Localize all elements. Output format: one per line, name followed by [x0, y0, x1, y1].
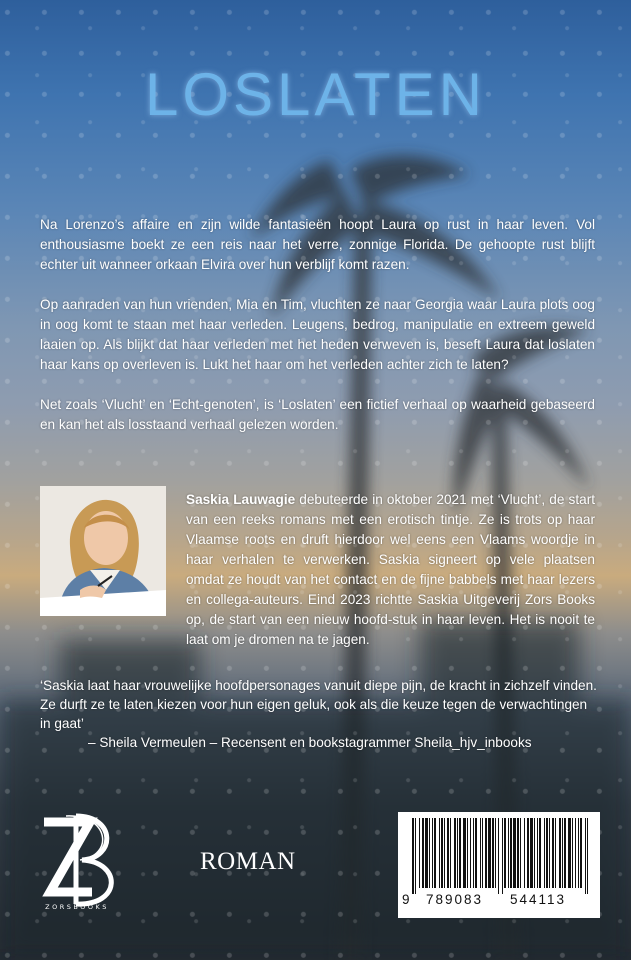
author-name: Saskia Lauwagie — [186, 492, 296, 507]
genre-label: ROMAN — [200, 848, 296, 875]
author-portrait-illustration — [40, 486, 166, 616]
quote-text: ‘Saskia laat haar vrouwelijke hoofdpersonages vanuit diepe pijn, de kracht in zichzelf vinden. Ze durft ze te laten kiezen voor hun eigen geluk, ook als die keuze tegen de verwachtingen in gaat’ — [40, 678, 597, 731]
author-bio — [186, 490, 595, 650]
quote-attribution: – Sheila Vermeulen – Recensent en bookstagrammer Sheila_hjv_inbooks — [88, 735, 532, 750]
barcode-digits-right: 544113 — [510, 892, 567, 907]
barcode-digits — [398, 892, 600, 914]
publisher-logo-text: ZORSBOOKS — [45, 903, 109, 911]
blurb-paragraph: Na Lorenzo’s affaire en zijn wilde fantasieën hoopt Laura op rust in haar leven. Vol enthousiasme boekt ze een reis naar het verre, zonnige Florida. De gehoopte rust blijft echter uit wanneer orkaan Elvira over hun verblijf komt razen. — [40, 217, 595, 272]
author-photo — [40, 486, 166, 616]
author-bio-text: debuteerde in oktober 2021 met ‘Vlucht’, de start van een reeks romans met een erotisch tintje. Ze is trots op haar Vlaamse roots en druft hierdoor wel eens een Vlaams woordje in haar verhalen te verwerken. Saskia signeert op vele plaatsen omdat ze houdt van het contact en de fijne babbels met haar lezers en collega-auteurs. Eind 2023 richtte Saskia Uitgeverij Zors Books op, de start van een nieuw hoofd-stuk in haar leven. Het is nooit te laat om je dromen na te jagen. — [186, 492, 595, 647]
barcode-bars — [410, 818, 590, 894]
blurb-paragraph: Net zoals ‘Vlucht’ en ‘Echt-genoten’, is ‘Loslaten’ een fictief verhaal op waarheid gebaseerd en kan het als losstaand verhaal gelezen worden. — [40, 397, 595, 432]
barcode-digit-first: 9 — [402, 892, 412, 907]
book-blurb — [40, 215, 595, 455]
isbn-barcode — [398, 812, 600, 918]
blurb-paragraph: Op aanraden van hun vrienden, Mia en Tim, vluchten ze naar Georgia waar Laura plots oog in oog komt te staan met haar verleden. Leugens, bedrog, manipulatie en extreem geweld laaien op. Als blijkt dat haar verleden met het heden verweven is, beseft Laura dat loslaten haar kans op overleven is. Lukt het haar om het verleden achter zich te laten? — [40, 297, 595, 372]
review-quote — [40, 676, 600, 752]
book-title: LOSLATEN — [145, 61, 486, 128]
barcode-digits-left: 789083 — [426, 892, 484, 907]
